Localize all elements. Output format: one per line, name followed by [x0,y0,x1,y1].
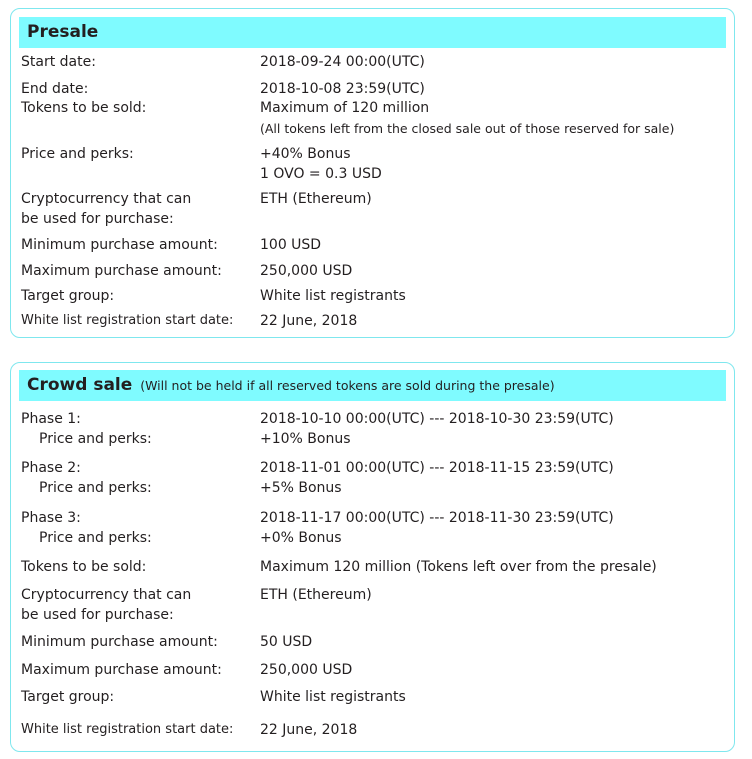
presale-title: Presale [27,22,99,42]
presale-header [19,17,726,48]
whitelist-start-label: White list registration start date: [21,313,234,328]
start-date-label: Start date: [21,54,96,70]
whitelist-start-value: 22 June, 2018 [260,313,358,329]
tokens-note: (All tokens left from the closed sale out of those reserved for sale) [260,121,675,136]
phase3-label: Phase 3: [21,510,81,526]
crowd-target-group-value: White list registrants [260,689,406,705]
target-group-label: Target group: [21,288,115,304]
tokens-value: Maximum of 120 million [260,100,430,116]
price-label: Price and perks: [21,146,134,162]
price-rate: 1 OVO = 0.3 USD [260,166,382,182]
phase2-price-value: +5% Bonus [260,480,342,496]
phase1-price-value: +10% Bonus [260,431,351,447]
min-purchase-value: 100 USD [260,237,322,253]
phase1-label: Phase 1: [21,411,81,427]
end-date-value: 2018-10-08 23:59(UTC) [260,81,425,97]
crowd-min-purchase-value: 50 USD [260,634,313,650]
crowd-sale-note: (Will not be held if all reserved tokens are sold during the presale) [140,378,555,393]
target-group-value: White list registrants [260,288,406,304]
max-purchase-label: Maximum purchase amount: [21,263,222,279]
tokens-label: Tokens to be sold: [21,100,147,116]
phase1-price-label: Price and perks: [39,431,152,447]
crowd-max-purchase-label: Maximum purchase amount: [21,662,222,678]
phase2-label: Phase 2: [21,460,81,476]
crowd-sale-header [19,370,726,401]
phase3-price-label: Price and perks: [39,530,152,546]
crowd-whitelist-start-value: 22 June, 2018 [260,722,358,738]
crowd-sale-title: Crowd sale [27,375,133,395]
price-bonus: +40% Bonus [260,146,351,162]
crowd-min-purchase-label: Minimum purchase amount: [21,634,218,650]
phase2-dates: 2018-11-01 00:00(UTC) --- 2018-11-15 23:59(UTC) [260,460,614,476]
crowd-tokens-label: Tokens to be sold: [21,559,147,575]
crowd-crypto-label-line2: be used for purchase: [21,607,174,623]
crowd-target-group-label: Target group: [21,689,115,705]
phase1-dates: 2018-10-10 00:00(UTC) --- 2018-10-30 23:59(UTC) [260,411,614,427]
end-date-label: End date: [21,81,89,97]
crypto-label-line2: be used for purchase: [21,211,174,227]
crowd-crypto-label-line1: Cryptocurrency that can [21,587,192,603]
crowd-tokens-value: Maximum 120 million (Tokens left over from the presale) [260,559,657,575]
crypto-label-line1: Cryptocurrency that can [21,191,192,207]
crowd-whitelist-start-label: White list registration start date: [21,722,234,737]
crowd-crypto-value: ETH (Ethereum) [260,587,372,603]
min-purchase-label: Minimum purchase amount: [21,237,218,253]
phase2-price-label: Price and perks: [39,480,152,496]
phase3-price-value: +0% Bonus [260,530,342,546]
crowd-max-purchase-value: 250,000 USD [260,662,353,678]
start-date-value: 2018-09-24 00:00(UTC) [260,54,425,70]
phase3-dates: 2018-11-17 00:00(UTC) --- 2018-11-30 23:59(UTC) [260,510,614,526]
max-purchase-value: 250,000 USD [260,263,353,279]
crypto-value: ETH (Ethereum) [260,191,372,207]
